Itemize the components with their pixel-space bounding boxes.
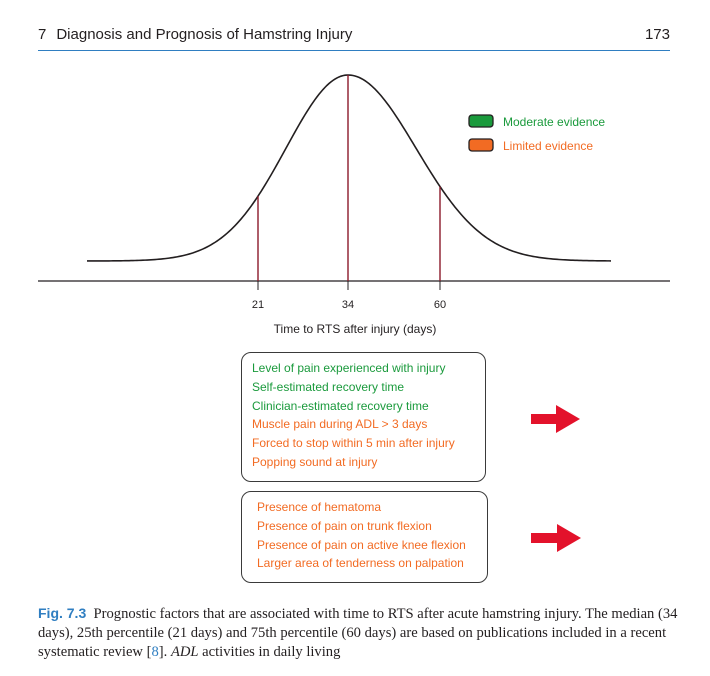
- caption-text: ].: [158, 644, 171, 660]
- factor-item: Larger area of tenderness on palpation: [257, 556, 464, 571]
- bell-curve: [87, 75, 611, 261]
- factor-item: Clinician-estimated recovery time: [252, 398, 429, 413]
- caption-text: activities in daily living: [198, 644, 341, 660]
- legend-label-limited: Limited evidence: [503, 139, 594, 153]
- factor-item: Presence of hematoma: [257, 500, 382, 514]
- caption-abbreviation: ADL: [170, 644, 199, 660]
- page-number: 173: [644, 26, 670, 43]
- legend-label-moderate: Moderate evidence: [503, 115, 606, 129]
- factor-item: Popping sound at injury: [252, 454, 378, 469]
- percentile-markers: [252, 75, 446, 311]
- legend-swatch-limited: [469, 139, 493, 151]
- caption-text: Prognostic factors that are associated with time to RTS after acute hamstring injury. The median (34 days), 25th percentile (21 days) and 75th percentile (60 days) are based on publications included in a recent systematic review [: [38, 606, 678, 660]
- arrow-right-icon: [531, 524, 581, 552]
- arrow-right-icon: [531, 405, 580, 433]
- x-axis-title: Time to RTS after injury (days): [273, 322, 437, 336]
- factor-item: Presence of pain on trunk flexion: [257, 518, 432, 533]
- factor-item: Forced to stop within 5 min after injury: [252, 436, 455, 451]
- figure-caption: [38, 604, 678, 662]
- factor-item: Presence of pain on active knee flexion: [257, 537, 466, 552]
- factor-box-group-1: [241, 352, 486, 482]
- x-tick-label-60: 60: [433, 299, 447, 311]
- x-tick-label-21: 21: [251, 299, 265, 311]
- legend: [469, 115, 605, 153]
- x-tick-label-34: 34: [341, 299, 355, 311]
- factor-item: Self-estimated recovery time: [252, 379, 405, 394]
- legend-swatch-moderate: [469, 115, 493, 127]
- factor-box-group-2: [241, 491, 488, 583]
- factor-item: Level of pain experienced with injury: [252, 361, 446, 375]
- factor-item: Muscle pain during ADL > 3 days: [252, 417, 428, 432]
- chapter-title: Diagnosis and Prognosis of Hamstring Injury: [56, 26, 353, 43]
- citation-link[interactable]: 8: [151, 644, 159, 660]
- chapter-number: 7: [38, 26, 47, 43]
- figure-label: Fig. 7.3: [38, 605, 87, 621]
